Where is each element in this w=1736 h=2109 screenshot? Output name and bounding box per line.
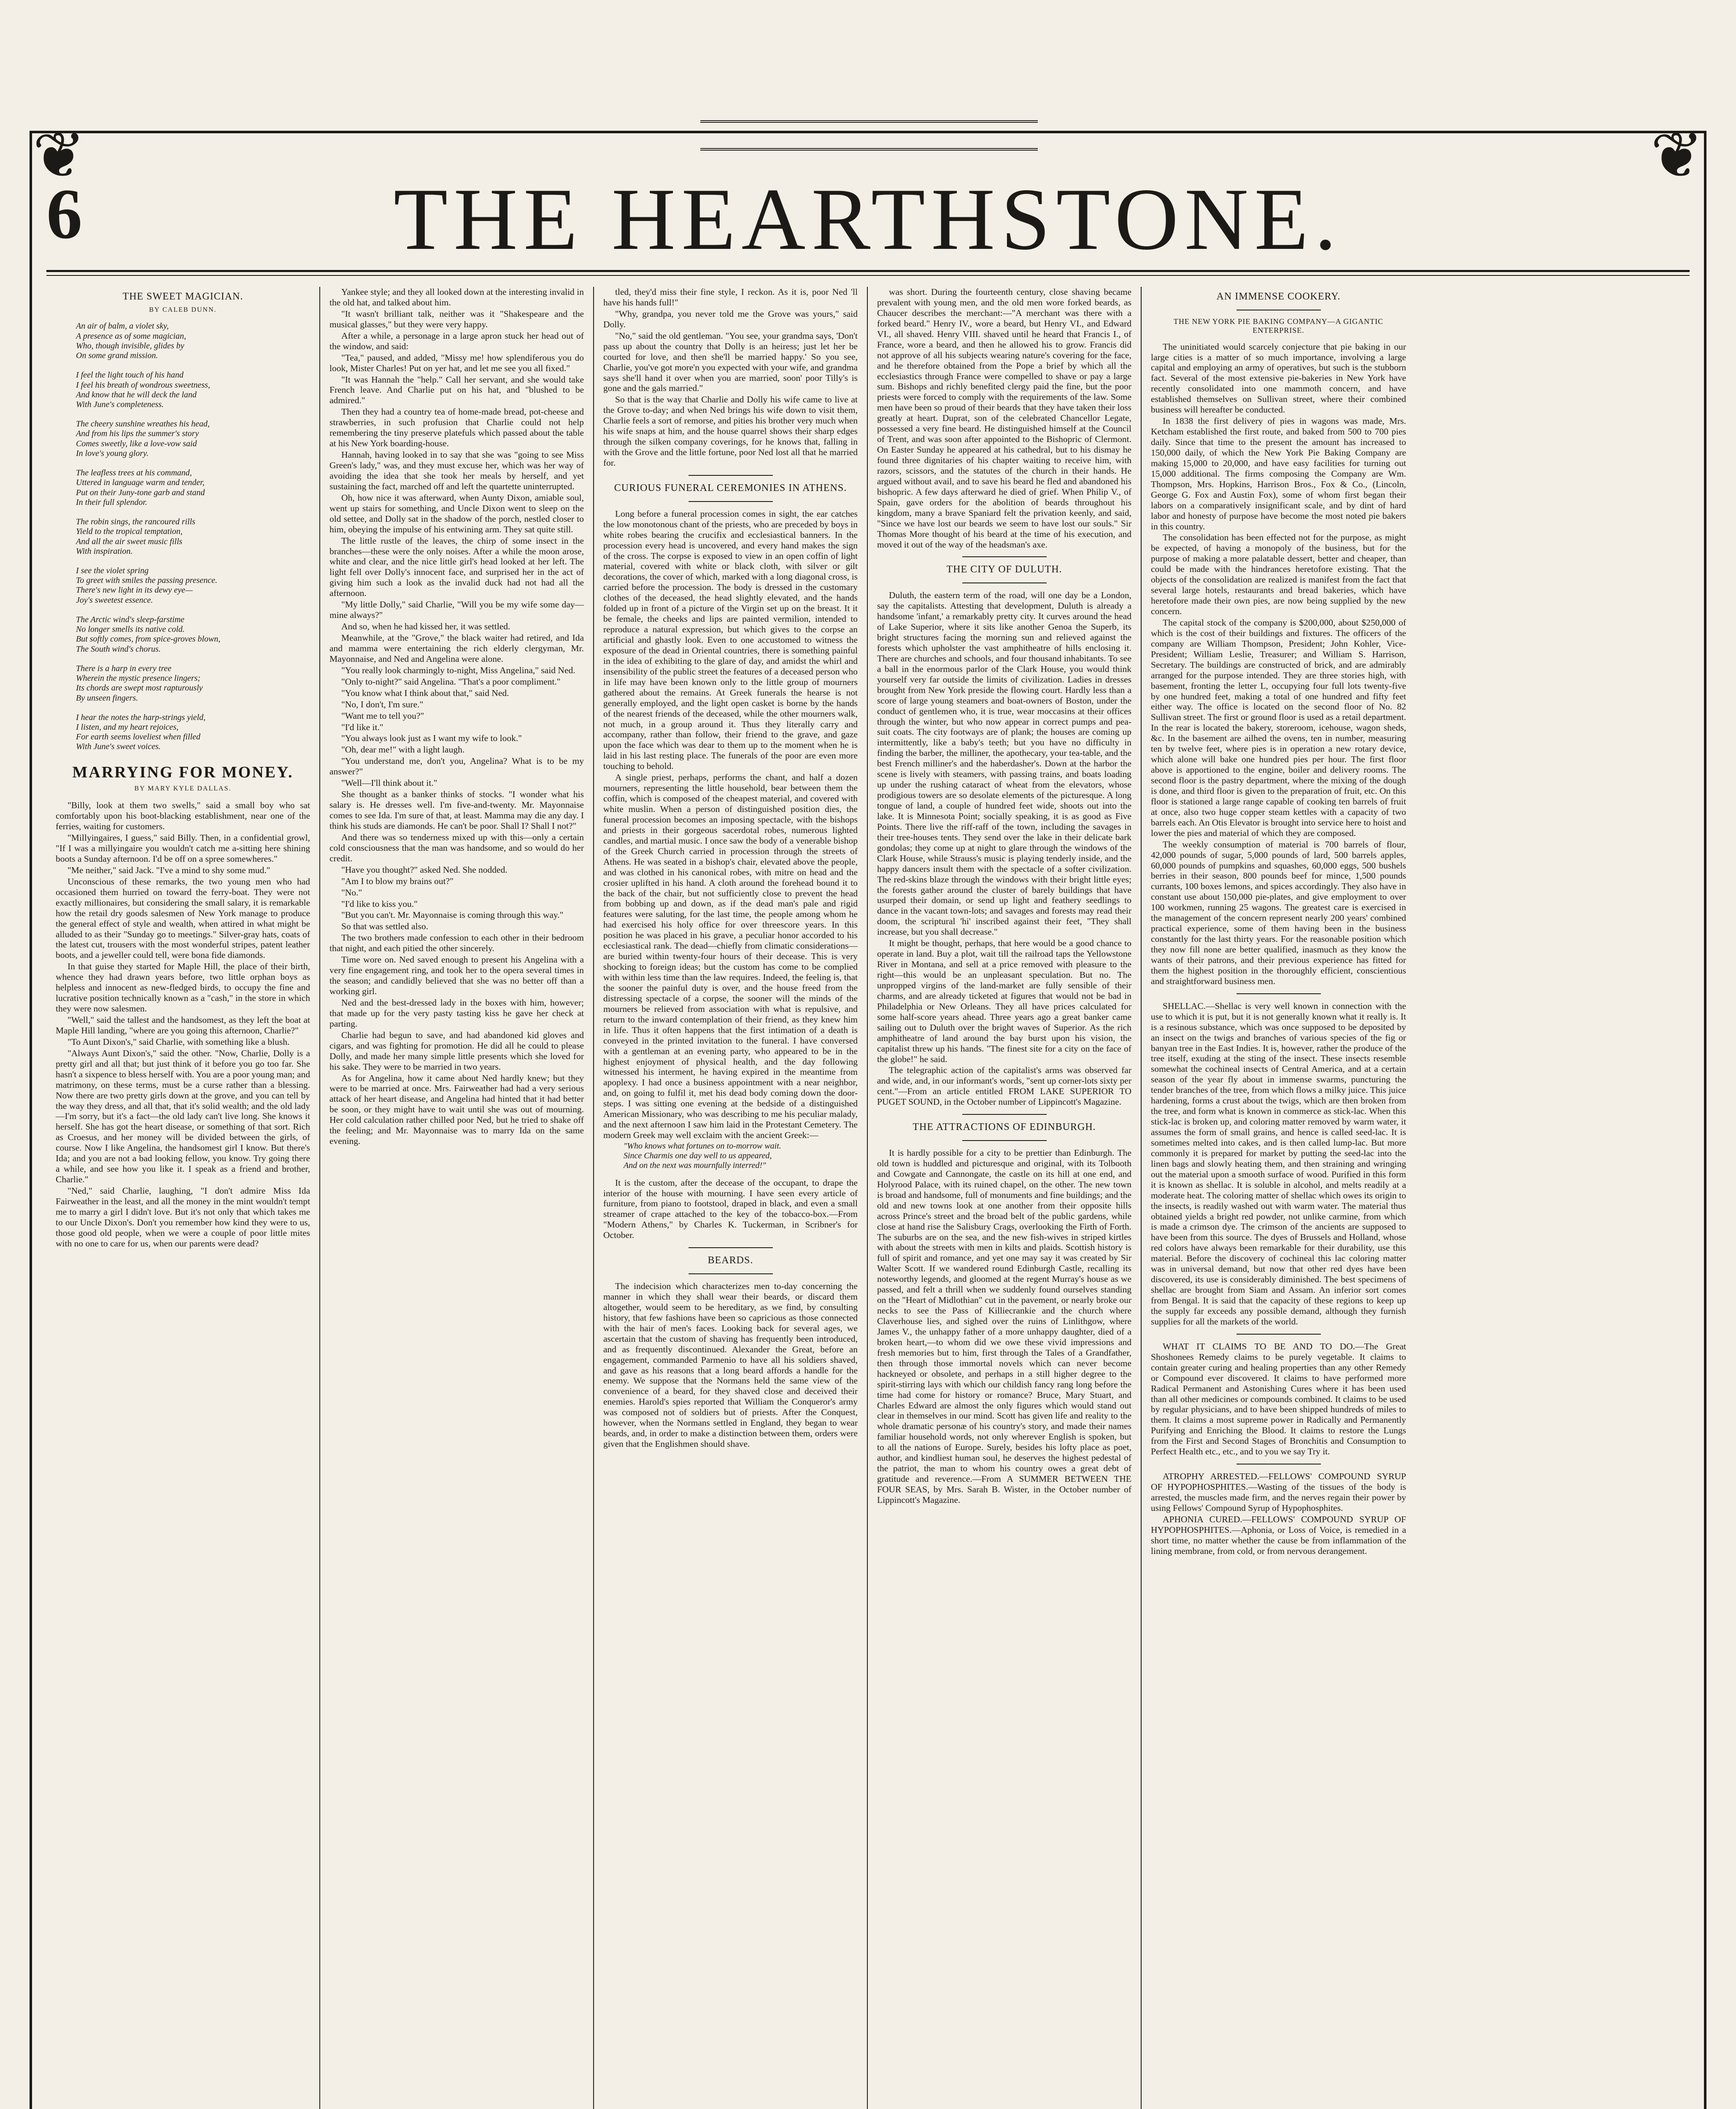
paragraph: It is hardly possible for a city to be prettier than Edinburgh. The old town is huddled and picturesque and original, with its Tolbooth and Cowgate and Cannongate, the castle on its hill at one end, and Holyrood Palace, with its ruined chapel, on the other. The new town is broad and handsome, full of monuments and fine buildings; and the old and new towns look at one another from their opposite hills across Prince's street and the broad belt of the public gardens, while close at hand rise the Salisbury Crags, overlooking the Firth of Forth. The suburbs are on the sea, and the new fish-wives in striped kirtles with about the streets with men in kilts and plaids. Scottish history is full of spirit and romance, and yet one may say it was created by Sir Walter Scott. If we wandered round Edinburgh Castle, recalling its noteworthy legends, and gloomed at the regent Murray's house as we passed, and felt a thrill when we suddenly found ourselves standing on the "Heart of Midlothian" cut in the pavement, or nearly broke our necks to see the Pass of Killiecrankie and the church where Claverhouse lies, and sighed over the ruins of Linlithgow, where James V., the unhappy father of a more unhappy daughter, died of a broken heart,—to whom did we owe these vivid impressions and fresh memories but to him, first through the Tales of a Grandfather, then through those immortal novels which can never become hackneyed or obsolete, and perhaps in a still higher degree to the spirit-stirring lays with which our childish fancy rang long before the time had come for history or romance? Bruce, Mary Stuart, and Charles Edward are almost the only figures which would stand out clear in themselves in our mind. Scott has given life and reality to the whole dramatic personæ of his country's story, and made their names familiar household words, not only wherever English is spoken, but to all the nations of Europe. Surely, besides his lofty place as poet, author, and kindliest human soul, he deserves the highest pedestal of the patriot, the man to whom his country owes a great debt of gratitude and reverence.—From A SUMMER BETWEEN THE FOUR SEAS, by Mrs. Sarah B. Wister, in the October number of Lippincott's Magazine. [877, 1148, 1131, 1505]
paragraph: "Want me to tell you?" [341, 710, 424, 721]
verse-line: With inspiration. [76, 546, 133, 556]
paragraph: "Well," said the tallest and the handsomest, as they left the boat at Maple Hill landing, "where are you going this afternoon, Charlie?" [56, 1015, 310, 1036]
verse-line [76, 654, 310, 664]
paragraph: "To Aunt Dixon's," said Charlie, with something like a blush. [67, 1036, 290, 1047]
verse-line: With June's completeness. [76, 399, 164, 409]
paragraph: In 1838 the first delivery of pies in wagons was made, Mrs. Ketcham established the first route, and baked from 500 to 700 pies daily. Since that time to the present the amount has increased to 150,000 daily, of which the New York Pie Baking Company are making 15,000 to 20,000, and have easy facilities for turning out 15,000 additional. The firms composing the Company are Wm. Thompson, Mrs. Hopkins, Harrison Bros., Fox & Co., (Lincoln, George G. Fox and Austin Fox), some of whom first began their labors on a comparatively insignificant scale, and by dint of hard labor and honesty of purpose have become the most noted pie bakers in this country. [1151, 416, 1406, 531]
column-5 [1142, 287, 1415, 2109]
paragraph: Oh, how nice it was afterward, when Aunty Dixon, amiable soul, went up stairs for something, and Uncle Dixon went to sleep on the old settee, and Dolly sat in the shadow of the porch, nestled closer to him, obeying the impulse of his entwining arm. They sat quite still. [329, 492, 584, 534]
paragraph: "Tea," paused, and added, "Missy me! how splendiferous you do look, Mister Charles! Put on yer hat, and let me see you all fixed." [329, 352, 584, 373]
article-heading: AN IMMENSE COOKERY. [1216, 291, 1341, 302]
verse [56, 321, 310, 752]
paragraph: "You understand me, don't you, Angelina? What is to be my answer?" [329, 756, 584, 777]
article-heading: THE SWEET MAGICIAN. [122, 291, 243, 302]
paragraph: "Am I to blow my brains out?" [341, 876, 454, 886]
verse-line: I listen, and my heart rejoices, [76, 723, 179, 732]
column-3 [594, 287, 868, 2109]
verse-line [76, 458, 310, 468]
verse-line: With June's sweet voices. [76, 742, 161, 752]
paragraph: "Only to-night?" said Angelina. "That's a poor compliment." [341, 676, 561, 687]
verse-line: Wherein the mystic presence lingers; [76, 674, 201, 683]
verse-line: And know that he will deck the land [76, 390, 197, 399]
paragraph: The consolidation has been effected not for the purpose, as might be expected, of having a monopoly of the business, but for the purpose of making a more palatable dessert, better and cheaper, than could be made with the hindrances heretofore existing. That the objects of the consolidation are realized is manifest from the fact that several large hotels, restaurants and bread bakeries, which have heretofore made their own pies, are now being supplied by the new concern. [1151, 532, 1406, 617]
column-1 [46, 287, 320, 2109]
verse-line [76, 507, 310, 517]
verse-line [76, 410, 310, 419]
paragraph: "No." [341, 887, 362, 898]
verse-line: Yield to the tropical temptation, [76, 527, 183, 537]
verse-line [76, 361, 310, 370]
paragraph: As for Angelina, how it came about Ned hardly knew; but they were to be married at once. Mrs. Fairweather had had a very serious attack of her heart disease, and Angelina had hinted that it had better be soon, or they might have to wait until she was out of mourning. Her cold calculation rather chilled poor Ned, but he tried to shake off the feeling; and Mr. Mayonnaise was to marry Ida on the same evening. [329, 1073, 584, 1146]
section-divider [688, 475, 773, 476]
byline: BY CALEB DUNN. [149, 306, 217, 313]
article-heading: THE CITY OF DULUTH. [946, 564, 1062, 575]
section-divider [1237, 993, 1321, 994]
paragraph: In that guise they started for Maple Hill, the place of their birth, whence they had drawn years before, two little orphan boys as helpless and innocent as new-fledged birds, to occupy the fine and lucrative position technically known as a "cash," in the store in which they were now salesmen. [56, 961, 310, 1014]
paragraph: Duluth, the eastern term of the road, will one day be a London, say the capitalists. Attesting that development, Duluth is already a handsome 'infant,' a remarkably pretty city. It curves around the head of Lake Superior, where it sits like another Genoa the Superb, its bright structures facing the morning sun and relieved against the forests which upholster the vast amphitheatre of hills enclosing it. There are churches and schools, and four thousand inhabitants. To see a ball in the enormous parlor of the Clark House, you would think yourself very far outside the limits of civilization. Ladies in dresses brought from New York preside the flowing court. Hardly less than a score of large young steamers and boat-owners of Boston, under the conduct of gentlemen who, it is true, wear moccasins at their offices through the winter, but who now appear in correct pumps and pea-suit coats. The city footways are of plank; the houses are coming up intermittently, like a baby's teeth; but you have no difficulty in finding the barber, the milliner, the apothecary, your tea-table, and the best French milliner's and the haberdasher's. Down at the harbor the scene is lively with steamers, with passing trains, and boats loading up under the rushing cataract of wheat from the elevators, whose prodigious towers are so desolate elements of the picturesque. A long tongue of land, a couple of hundred feet wide, shoots out into the lake. It is Minnesota Point; socially speaking, it is as good as Five Points. There live the riff-raff of the town, including the savages in their tree-houses tents. They send over the lake in their delicate bark gondolas; they come up at night to glare through the windows of the Clark House, while Strauss's music is playing tenderly inside, and the happy dancers insult them with the spectacle of a softer civilization. The red-skins blaze through the windows with their bright little eyes; the forests gather around the cluster of barely buildings that have usurped their domain, or send up light and feathery seedlings to dance in the vacant town-lots; and savages and forests may read their doom, the scriptural 'hi' inscribed against their feet, "They shall increase, but you shall decrease." [877, 590, 1131, 937]
verse-line: Since Charmis one day well to us appeared, [624, 1151, 772, 1161]
paragraph: "I'd like to kiss you." [341, 898, 418, 909]
masthead-rule-thin [46, 275, 1690, 276]
section-divider [962, 1114, 1047, 1115]
corner-ornament-top-left: ❦ [32, 121, 86, 191]
corner-ornament-top-right: ❦ [1650, 121, 1704, 191]
verse-line: Who, though invisible, glides by [76, 341, 184, 351]
section-divider [688, 1273, 773, 1274]
paragraph: The little rustle of the leaves, the chirp of some insect in the branches—these were the only noises. After a while the moon arose, white and clear, and the nice little girl's head looked at her left. The light fell over Dolly's innocent face, and surprised her in the act of giving him such a look as the invalid duck had not had all the afternoon. [329, 535, 584, 599]
section-divider [962, 1140, 1047, 1141]
verse-line [76, 605, 310, 615]
verse-line: By unseen fingers. [76, 693, 138, 703]
verse-line: Uttered in language warm and tender, [76, 478, 205, 488]
paragraph: "I'd like it." [341, 722, 383, 732]
paragraph: "Well—I'll think about it." [341, 778, 437, 788]
paragraph: And so, when he had kissed her, it was settled. [341, 621, 510, 632]
verse-line: The Arctic wind's sleep-farstime [76, 615, 185, 624]
paragraph: The indecision which characterizes men to-day concerning the manner in which they shall wear their beards, or discard them altogether, would seem to be hereditary, as we find, by consulting history, that few fashions have been so capricious as those connected with the hair of men's faces. Looking back for several ages, we ascertain that the custom of shaving has frequently been introduced, and as frequently discontinued. Alexander the Great, before an engagement, commanded Parmenio to have all his soldiers shaved, and gave as his reasons that a long beard affords a handle for the enemy. We suppose that the Normans held the same view of the convenience of a beard, for they shaved close and deceived their enemies. Harold's spies reported that William the Conqueror's army was composed not of soldiers but of priests. After the Conquest, however, when the Normans settled in England, they began to wear beards, and, in order to make a distinction between them, orders were given that the Englishmen should shave. [603, 1281, 858, 1449]
paragraph: "Oh, dear me!" with a light laugh. [341, 744, 465, 755]
paragraph: tled, they'd miss their fine style, I reckon. As it is, poor Ned 'll have his hands full!" [603, 287, 858, 307]
column-2 [320, 287, 594, 2109]
section-divider [1237, 1334, 1321, 1335]
article-heading: BEARDS. [707, 1255, 753, 1266]
masthead-title: THE HEARTHSTONE. [393, 170, 1343, 268]
verse-line: In their full splendor. [76, 497, 147, 507]
paragraph: "Millyingaires, I guess," said Billy. Then, in a confidential growl, "If I was a millyingaire you wouldn't catch me a-sitting here shining boots a Sunday afternoon. I'd be off on a spree somewheres." [56, 833, 310, 864]
paragraph: Long before a funeral procession comes in sight, the ear catches the low monotonous chant of the priests, who are preceded by boys in white robes bearing the crucifix and ecclesiastical banners. In the procession every head is uncovered, and every hand makes the sign of the cross. The corpse is exposed to view in an open coffin of light material, covered with white or black cloth, with silver or gilt decorations, the cover of which, marked with a long diagonal cross, is carried before the procession. The body is dressed in the customary clothes of the deceased, the head slightly elevated, and the hands folded up in front of a picture of the Virgin set up on the breast. It it be female, the cheeks and lips are painted vermilion, intended to reproduce a natural expression, but which gives to the corpse an artificial and ghastly look. Even to one accustomed to witness the exposure of the dead in Oriental countries, there is something painful in the idea of exhibiting to the glare of day, and amidst the whirl and insensibility of the public street the features of a deceased person who in life may have been known only to the little group of mourners gathered about the remains. At Greek funerals the hearse is not generally employed, and the light open casket is borne by the hands of the nearest friends of the deceased, while the other mourners walk, not much, in a group around it. Thus they literally carry and accompany, rather than follow, their friend to the grave, and gaze upon the face which was dear to them up to the moment when he is laid in his last resting place. The funerals of the poor are even more touching to behold. [603, 508, 858, 771]
paragraph: Hannah, having looked in to say that she was "going to see Miss Green's lady," was, and they must excuse her, which was her way of avoiding the idea that she took her meals by herself, and yet sustaining the fact, marched off and left the quartette uninterrupted. [329, 450, 584, 491]
section-divider [688, 501, 773, 502]
paragraph: "You know what I think about that," said Ned. [341, 688, 509, 698]
verse-line: A presence as of some magician, [76, 331, 186, 341]
verse-line: The robin sings, the rancoured rills [76, 517, 195, 527]
top-ornament [700, 120, 1038, 151]
paragraph: She thought as a banker thinks of stocks. "I wonder what his salary is. He dresses well. I'm five-and-twenty. Mr. Mayonnaise comes to see Ida. I'm sure of that, at least. Mamma may die any day. I think his studs are diamonds. He can't be poor. Shall I? Shall I not?" [329, 789, 584, 831]
verse-line: I see the violet spring [76, 566, 149, 576]
paragraph: It is the custom, after the decease of the occupant, to drape the interior of the house with mourning. I have seen every article of furniture, from piano to footstool, draped in black, and even a small streamer of crape attached to the key of the tobacco-box.—From "Modern Athens," by Charles K. Tuckerman, in Scribner's for October. [603, 1177, 858, 1241]
paragraph: A single priest, perhaps, performs the chant, and half a dozen mourners, representing the little household, bear between them the coffin, which is composed of the cheapest material, and covered with white muslin. When a person of distinguished position dies, the funeral procession becomes an imposing spectacle, with the bishops and priests in their gorgeous sacerdotal robes, numerous lighted candles, and martial music. I once saw the body of a venerable bishop of the Greek Church carried in procession through the streets of Athens. He was seated in a bishop's chair, elevated above the people, and was clothed in his canonical robes, with mitre on head and the crosier uplifted in his hand. A cloth around the forehead bound it to the back of the chair, but not sufficiently close to prevent the head from bobbing up and down, as if the dead man's pale and rigid features were saluting, for the last time, the people among whom he had exercised his holy office for over threescore years. In this position he was placed in his grave, a peculiar honor accorded to his ecclesiastical rank. The dead—chiefly from climatic considerations—are buried within twenty-four hours of their decease. This is very shocking to foreign ideas; but the custom has come to be complied with within less time than the law requires. Indeed, the feeling is, that the sooner the painful duty is over, and the house freed from the distressing spectacle of a corpse, the sooner will the minds of the mourners be relieved from association with what is repulsive, and return to the inward contemplation of their friend, as they knew him in life. Thus it often happens that the first intimation of a death is conveyed in the printed invitation to the funeral. I have conversed with a gentleman at an evening party, who appeared to be in the highest enjoyment of physical health, and the day following witnessed his interment, he having expired in the meantime from apoplexy. I had once a business appointment with a near neighbor, and, on going to fulfil it, met his dead body coming down the door-steps. I was sitting one evening at the bedside of a distinguished American Missionary, who was describing to me his peculiar malady, and the next afternoon I saw him laid in the Protestant Cemetery. The modern Greek may well exclaim with the ancient Greek:— [603, 772, 858, 1141]
paragraph: "No, I don't, I'm sure." [341, 699, 424, 709]
paragraph: The weekly consumption of material is 700 barrels of flour, 42,000 pounds of sugar, 5,000 pounds of lard, 500 barrels apples, 60,000 pounds of pumpkins and squashes, 60,000 eggs, 500 bushels berries in their season, 800 pounds beef for mince, 1,500 pounds currants, 100 boxes lemons, and spices accordingly. They also have in constant use about 150,000 pie-plates, and give employment to over 100 workmen, running 25 wagons. The greatest care is exercised in the management of the concern represent nearly 200 years' combined practical experience, some of them having been in the business constantly for the last thirty years. For the reasonable position which they now fill none are better qualified, inasmuch as they know the wants of their patrons, and their previous experience has fitted for them the highest position in the thoroughly efficient, conscientious and straightforward business men. [1151, 839, 1406, 986]
paragraph: "Have you thought?" asked Ned. She nodded. [341, 864, 508, 875]
paragraph: "My little Dolly," said Charlie, "Will you be my wife some day—mine always?" [329, 599, 584, 620]
paragraph: The two brothers made confession to each other in their bedroom that night, and each pitied the other sincerely. [329, 933, 584, 954]
paragraph: "No," said the old gentleman. "You see, your grandma says, 'Don't pass up about the country that Dolly is an heiress; just let her be courted for love, and then she'll be married happy.' So you see, Charlie, you've got more'n you expected with your wife, and grandma says she'll hand it over when you are married, soon' poor Tilly's is gone and the gals married." [603, 330, 858, 394]
paragraph: "Why, grandpa, you never told me the Grove was yours," said Dolly. [603, 308, 858, 329]
verse-line: And from his lips the summer's story [76, 429, 199, 439]
verse-line: Comes sweetly, like a love-vow said [76, 439, 197, 448]
verse-line: To greet with smiles the passing presence. [76, 576, 217, 585]
verse-line: There is a harp in every tree [76, 663, 172, 673]
paragraph: So that was settled also. [341, 921, 429, 932]
article-heading: CURIOUS FUNERAL CEREMONIES IN ATHENS. [614, 482, 847, 494]
paragraph: Unconscious of these remarks, the two young men who had occasioned them hurried on toward the ferry-boat. They were not exactly millionaires, but considering the small salary, it is remarkable how the retail dry goods salesmen of New York manage to produce the general effect of style and wealth, when attired in what might be alluded to as their "Sunday go to meetings." Silver-gray hats, coats of the latest cut, trousers with the most wonderful stripes, patent leather boots, and a jeweller could tell, were bona fide diamonds. [56, 876, 310, 960]
columns [46, 287, 1690, 2109]
verse-line: And all the air sweet music fills [76, 537, 183, 546]
verse-line: In love's young glory. [76, 448, 149, 458]
article-heading: THE ATTRACTIONS OF EDINBURGH. [913, 1122, 1096, 1133]
paragraph: Meanwhile, at the "Grove," the black waiter had retired, and Ida and mamma were entertaining the rich elderly clergyman, Mr. Mayonnaise, and Ned and Angelina were alone. [329, 633, 584, 664]
section-divider [688, 1247, 773, 1248]
paragraph: "It was Hannah the "help." Call her servant, and she would take French leave. And Charlie put on his hat, and "blushed to be admired." [329, 374, 584, 406]
paragraph: The telegraphic action of the capitalist's arms was observed far and wide, and, in our informant's words, "sent up corner-lots sixty per cent."—From an article entitled FROM LAKE SUPERIOR TO PUGET SOUND, in the October number of Lippincott's Magazine. [877, 1065, 1131, 1107]
paragraph: Then they had a country tea of home-made bread, pot-cheese and strawberries, in such profusion that Charlie could not help remembering the tiny preserve platefuls which passed about the table at his New York boarding-house. [329, 407, 584, 449]
verse-line: I hear the notes the harp-strings yield, [76, 712, 206, 722]
paragraph: Ned and the best-dressed lady in the boxes with him, however; that made up for the very pasty tasting kiss he gave her check at parting. [329, 997, 584, 1029]
verse-line: No longer smells its native cold. [76, 625, 185, 634]
paragraph: After a while, a personage in a large apron stuck her head out of the window, and said: [329, 330, 584, 351]
paragraph: was short. During the fourteenth century, close shaving became prevalent with young men, and the old men wore forked beards, as Chaucer describes the merchant:—"A merchant was there with a forked beard." Henry IV., wore a beard, but Henry VI., and Edward VI., all shaved. Henry VIII. shaved until he heard that Francis I., of France, wore a beard, and then he allowed his to grow. Francis did not approve of all his subjects wearing nature's covering for the face, and he therefore obtained from the Pope a brief by which all the ecclesiastics through France were compelled to shave or pay a large sum. Bishops and richly benefited clergy paid the fine, but the poor priests were forced to comply with the requirements of the law. Some men have been so proud of their beards that they have taken their loss greatly at heart. Duprat, son of the celebrated Chancellor Legate, possessed a very fine beard. He distinguished himself at the Council of Trent, and was soon after appointed to the Bishopric of Clermont. On Easter Sunday he appeared at his cathedral, but to his dismay he found three dignitaries of his chapter waiting to receive him, with razors, scissors, and the statutes of the church in their hands. He argued without avail, and to save his beard he fled and abandoned his bishopric. A few days afterward he died of grief. When Philip V., of Spain, gave orders for the abolition of beards throughout his kingdom, many a brave Spaniard felt the privation keenly, and said, "Since we have lost our beards we seem to have lost our souls." Sir Thomas More thought of his beard at the time of his execution, and moved it out of the way of the headsman's axe. [877, 287, 1131, 550]
paragraph: SHELLAC.—Shellac is very well known in connection with the use to which it is put, but it is not generally known what it really is. It is a resinous substance, which was once supposed to be deposited by an insect on the twigs and branches of various species of the fig or banyan tree in the East Indies. It is, however, rather the produce of the tree itself, exuding at the sting of the insect. These insects resemble somewhat the cochineal insects of Central America, and at a certain season of the year fly about in immense swarms, puncturing the tender branches of the tree, from which flows a milky juice. This juice hardening, forms a crust about the twigs, which are then broken from the tree, and form what is known in commerce as stick-lac. When this stick-lac is broken up, and coloring matter removed by warm water, it assumes the form of small grains, and hence is called seed-lac. It is sometimes melted into cakes, and is then called lump-lac. But more commonly it is prepared for market by putting the seed-lac into the linen bags and slowly heating them, and then straining and wringing out the material upon a smooth surface of wood. Purified in this form it is known as shellac. It is soluble in alcohol, and melts readily at a moderate heat. The coloring matter of shellac which owes its origin to the insects, is readily washed out with warm water. The material thus obtained yields a bright red powder, not unlike carmine, from which is made a crimson dye. The crimson of the ancients are supposed to have been from this source. The dyes of Brussels and Holland, whose red colors have always been remarkable for their durability, use this material. Before the discovery of cochineal this lac coloring matter was in universal demand, but now that other red dyes have been discovered, its use is considerably diminished. The best specimens of shellac are brought from Siam and Assam. An inferior sort comes from Bengal. It is said that the capacity of these regions to keep up the supply far exceeds any possible demand, although they furnish supplies for all the markets of the world. [1151, 1001, 1406, 1327]
byline: BY MARY KYLE DALLAS. [134, 785, 232, 792]
paragraph: "It wasn't brilliant talk, neither was it "Shakespeare and the musical glasses," but they were very happy. [329, 308, 584, 329]
paragraph: Charlie had begun to save, and had abandoned kid gloves and cigars, and was fighting for promotion. He did all he could to please Dolly, and made her many simple little presents which she loved for his sake. They were to be married in two years. [329, 1030, 584, 1072]
column-4 [868, 287, 1142, 2109]
masthead-rule [46, 270, 1690, 272]
paragraph: It might be thought, perhaps, that here would be a good chance to operate in land. Buy a plot, wait till the railroad taps the Yellowstone River in Montana, and sell at a price removed with pleasure to the right—this would be an unpleasant speculation. But no. The unpropped virgins of the land-market are fully sensible of their charms, and are already ticketed at figures that would not be bad in Philadelphia or New Orleans. They all have prices calculated for some half-score years ahead. Three years ago a great banker came sailing out to Duluth over the bright waves of Superior. As the rich amphitheatre of land around the bay burst upon his vision, the capitalist threw up his hands. "The finest site for a city on the face of the globe!" he said. [877, 938, 1131, 1064]
paragraph: WHAT IT CLAIMS TO BE AND TO DO.—The Great Shoshonees Remedy claims to be purely vegetable. It claims to contain greater curing and healing properties than any other Remedy or Compound ever discovered. It claims to have performed more Radical Permanent and Astonishing Cures where it has been used than all other medicines or compounds combined. It claims to be used by regular physicians, and to have been shipped hundreds of miles to them. It claims a most supreme power in Radically and Permanently Purifying and Enriching the Blood. It claims to restore the Lungs from the First and Second Stages of Bronchitis and Consumption to Perfect Health etc., etc., and to you we say Try it. [1151, 1341, 1406, 1457]
verse-line: And on the next was mournfully interred!" [624, 1161, 766, 1170]
paragraph: "Me neither," said Jack. "I've a mind to shy some mud." [67, 865, 270, 875]
verse-line [76, 556, 310, 566]
paragraph: So that is the way that Charlie and Dolly his wife came to live at the Grove to-day; and when Ned brings his wife down to visit them, Charlie feels a sort of remorse, and pities his brother very much when his wife snaps at him, and the house quarrel shows their sharp edges through the silken company coverings, for he knows that, falling in with the Grove and the little fortune, poor Ned lost all that he married for. [603, 394, 858, 468]
paragraph: "You really look charmingly to-night, Miss Angelina," said Ned. [341, 665, 575, 675]
paragraph: "You always look just as I want my wife to look." [341, 733, 522, 744]
page-number: 6 [46, 174, 82, 254]
section-divider [962, 556, 1047, 557]
verse-line: For earth seems loveliest when filled [76, 732, 200, 742]
verse-line: The leafless trees at his command, [76, 468, 192, 478]
verse-line: On some grand mission. [76, 351, 158, 360]
paragraph: Yankee style; and they all looked down at the interesting invalid in the old hat, and talked about him. [329, 287, 584, 307]
paragraph: "Ned," said Charlie, laughing, "I don't admire Miss Ida Fairweather in the least, and all the money in the mint wouldn't tempt me to marry a girl I didn't love. But it's not only that which takes me to our Uncle Dixon's. Don't you remember how kind they were to us, those good old people, when we were a couple of poor little mites with no one to care for us, when our parents were dead? [56, 1186, 310, 1249]
verse-line: Joy's sweetest essence. [76, 595, 153, 605]
verse-line: I feel his breath of wondrous sweetness, [76, 380, 210, 390]
verse-line [76, 703, 310, 713]
verse-line: Its chords are swept most rapturously [76, 683, 203, 693]
paragraph: The uninitiated would scarcely conjecture that pie baking in our large cities is a matter of so much importance, involving a large capital and employing an army of operatives, but such is the stubborn fact. Several of the most extensive pie-bakeries in New York have recently consolidated into one mammoth concern, and have established themselves on Sullivan street, where their combined business will hereafter be conducted. [1151, 341, 1406, 415]
paragraph: "Billy, look at them two swells," said a small boy who sat comfortably upon his boot-blacking establishment, near one of the ferries, waiting for customers. [56, 800, 310, 832]
paragraph: APHONIA CURED.—FELLOWS' COMPOUND SYRUP OF HYPOPHOSPHITES.—Aphonia, or Loss of Voice, is remedied in a short time, no matter whether the cause be from inflammation of the lining membrane, from cold, or from nervous derangement. [1151, 1514, 1406, 1556]
verse-line: An air of balm, a violet sky, [76, 321, 169, 331]
paragraph: "Always Aunt Dixon's," said the other. "Now, Charlie, Dolly is a pretty girl and all that; but just think of it before you go too far. She hasn't a sixpence to bless herself with. You are a poor young man; and matrimony, on these terms, must be a curse rather than a blessing. Now there are two pretty girls down at the grove, and you can tell by the way they dress, and all that, that it's solid wealth; and the old lady—I'm sorry, but it's a fact—the old lady can't live long. She knows it herself. She has got the heart disease, or something of that sort. Rich as Croesus, and her money will be divided between the girls, of course. Now I like Angelina, the handsomest girl I know. But there's Ida; and you are not a bad looking fellow, you know. Try going there a while, and see how you like it. I speak as a friend and brother, Charlie." [56, 1048, 310, 1185]
verse-line: But softly comes, from spice-groves blown, [76, 634, 221, 644]
verse-line: "Who knows what fortunes on to-morrow wait. [624, 1141, 781, 1151]
verse [603, 1141, 858, 1171]
verse-line: I feel the light touch of his hand [76, 370, 184, 380]
article-heading: MARRYING FOR MONEY. [72, 763, 294, 781]
paragraph: "But you can't. Mr. Mayonnaise is coming through this way." [341, 910, 564, 920]
verse-line: The cheery sunshine wreathes his head, [76, 419, 210, 429]
verse-line: There's new light in its dewy eye— [76, 585, 193, 595]
paragraph: Time wore on. Ned saved enough to present his Angelina with a very fine engagement ring, and took her to the opera several times in the season; and candidly believed that she was no better off than a working girl. [329, 955, 584, 996]
verse-line: Put on their Juny-tone garb and stand [76, 488, 205, 497]
paragraph: And there was so tenderness mixed up with this—only a certain cold consciousness that the man was handsome, and so would do her credit. [329, 832, 584, 863]
paragraph: The capital stock of the company is $200,000, about $250,000 of which is the cost of their buildings and fixtures. The officers of the company are William Thompson, President; John Kohler, Vice-President; William Leslie, Treasurer; and William S. Harrison, Secretary. The buildings are constructed of brick, and are admirably arranged for the purpose intended. They are three stories high, with basement, fronting the letter L, occupying four full lots twenty-five by one hundred feet, making a total of one hundred and fifty feet either way. The office is located on the second floor of No. 82 Sullivan street. The first or ground floor is used as a retail department. In the rear is located the bakery, storeroom, icehouse, wagon sheds, &c. In the basement are ailhed the ovens, ten in number, measuring ten by twelve feet, where pies is in operation a new rotary device, which alone will bake one hundred pies per hour. The first floor above is apportioned to the engine, boiler and delivery rooms. The second floor is the pastry department, where the mixing of the dough is done, and third floor is given to the preparation of fruit, etc. On this floor is stationed a large range capable of cooking ten barrels of fruit at once, also two huge copper steam kettles with a capacity of two barrels each. An Otis Elevator is brought into service here to hoist and lower the pies and material of which they are composed. [1151, 617, 1406, 838]
article-subheading: THE NEW YORK PIE BAKING COMPANY—A GIGANTIC ENTERPRISE. [1173, 317, 1384, 334]
paragraph: ATROPHY ARRESTED.—FELLOWS' COMPOUND SYRUP OF HYPOPHOSPHITES.—Wasting of the tissues of the body is arrested, the muscles made firm, and the nerves regain their power by using Fellows' Compound Syrup of Hypophosphites. [1151, 1471, 1406, 1513]
verse-line: The South wind's chorus. [76, 644, 161, 654]
